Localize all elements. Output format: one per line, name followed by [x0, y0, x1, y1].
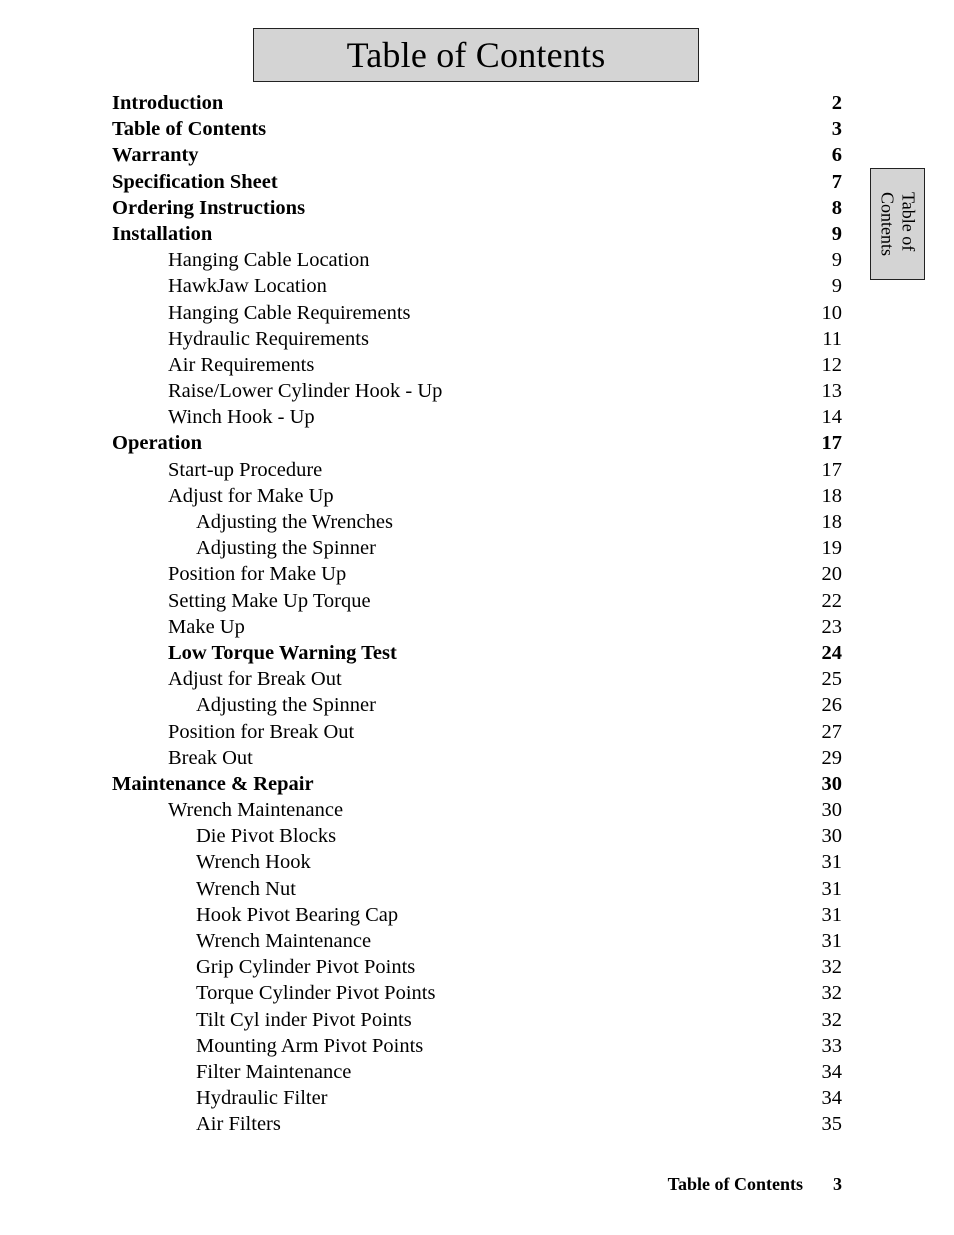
- toc-entry-page: 34: [821, 1060, 842, 1083]
- toc-entry[interactable]: [112, 90, 842, 116]
- toc-entry-label: Position for Break Out: [168, 720, 355, 743]
- footer-page-number: 3: [833, 1174, 842, 1194]
- toc-entry[interactable]: [112, 1085, 842, 1111]
- toc-entry-page: 31: [821, 851, 842, 874]
- toc-entry-page: 7: [831, 170, 842, 193]
- toc-entry-label: Grip Cylinder Pivot Points: [196, 956, 416, 979]
- toc-entry-page: 2: [831, 92, 842, 114]
- toc-entry[interactable]: [112, 509, 842, 535]
- toc-entry-page: 34: [821, 1087, 842, 1110]
- toc-entry[interactable]: [112, 1007, 842, 1033]
- toc-entry-label: Adjusting the Spinner: [196, 694, 376, 717]
- toc-entry-label: Torque Cylinder Pivot Points: [196, 982, 436, 1005]
- toc-entry-label: Operation: [112, 432, 202, 455]
- toc-entry[interactable]: [112, 745, 842, 771]
- side-tab-label: Table of Contents: [877, 191, 919, 256]
- toc-entry-page: 10: [821, 301, 842, 324]
- toc-entry-page: 32: [821, 956, 842, 979]
- toc-entry-page: 30: [821, 825, 842, 848]
- toc-entry[interactable]: [112, 430, 842, 456]
- toc-entry[interactable]: [112, 980, 842, 1006]
- toc-entry-page: 18: [821, 484, 842, 507]
- toc-entry[interactable]: [112, 300, 842, 326]
- toc-entry[interactable]: [112, 614, 842, 640]
- toc-entry-label: Specification Sheet: [112, 170, 278, 193]
- toc-entry[interactable]: [112, 849, 842, 875]
- toc-entry-page: 31: [821, 903, 842, 926]
- toc-entry-label: Hydraulic Requirements: [168, 327, 369, 350]
- toc-entry-label: Hanging Cable Requirements: [168, 301, 411, 324]
- toc-entry-label: HawkJaw Location: [168, 275, 327, 298]
- toc-entry-label: Hanging Cable Location: [168, 249, 370, 272]
- toc-entry-page: 32: [821, 982, 842, 1005]
- toc-entry[interactable]: [112, 169, 842, 195]
- page-title-box: [253, 28, 699, 82]
- toc-entry-label: Installation: [112, 222, 213, 245]
- toc-entry[interactable]: [112, 640, 842, 666]
- toc-entry-page: 17: [821, 432, 842, 455]
- toc-entry-label: Hook Pivot Bearing Cap: [196, 903, 399, 926]
- toc-entry-label: Ordering Instructions: [112, 196, 306, 219]
- page-title: Table of Contents: [346, 35, 606, 75]
- toc-entry-label: Break Out: [168, 746, 253, 769]
- toc-entry-page: 22: [821, 589, 842, 612]
- toc-entry[interactable]: [112, 719, 842, 745]
- toc-entry[interactable]: [112, 352, 842, 378]
- toc-entry[interactable]: [112, 954, 842, 980]
- toc-entry-label: Maintenance & Repair: [112, 772, 314, 795]
- toc-entry-label: Position for Make Up: [168, 563, 347, 586]
- toc-entry-label: Wrench Hook: [196, 851, 311, 874]
- toc-entry-page: 20: [821, 563, 842, 586]
- toc-entry-label: Hydraulic Filter: [196, 1087, 328, 1110]
- toc-entry-label: Wrench Nut: [196, 877, 296, 900]
- toc-entry[interactable]: [112, 692, 842, 718]
- toc-entry-label: Make Up: [168, 615, 245, 638]
- toc-entry-page: 6: [831, 144, 842, 167]
- toc-entry-page: 9: [831, 275, 842, 298]
- toc-entry[interactable]: [112, 326, 842, 352]
- toc-entry-label: Air Filters: [196, 1113, 281, 1136]
- toc-entry-label: Adjust for Break Out: [168, 668, 342, 691]
- toc-entry-label: Adjust for Make Up: [168, 484, 334, 507]
- section-side-tab[interactable]: [870, 168, 925, 280]
- toc-entry-page: 3: [831, 118, 842, 141]
- table-of-contents-list: [112, 90, 842, 1138]
- toc-entry-label: Air Requirements: [168, 353, 315, 376]
- toc-entry-page: 26: [821, 694, 842, 717]
- toc-entry[interactable]: [112, 378, 842, 404]
- toc-entry-page: 24: [821, 641, 842, 664]
- toc-entry[interactable]: [112, 535, 842, 561]
- toc-entry-label: Raise/Lower Cylinder Hook - Up: [168, 380, 443, 403]
- toc-entry-page: 23: [821, 615, 842, 638]
- footer-section-title: Table of Contents: [667, 1174, 803, 1194]
- toc-entry-page: 30: [821, 772, 842, 795]
- toc-entry-label: Adjusting the Wrenches: [196, 511, 393, 533]
- toc-entry-label: Wrench Maintenance: [168, 799, 344, 822]
- page-footer: [668, 1174, 842, 1195]
- toc-entry-label: Start-up Procedure: [168, 458, 323, 481]
- toc-entry-label: Introduction: [112, 92, 224, 114]
- toc-entry-page: 31: [821, 877, 842, 900]
- toc-entry-label: Filter Maintenance: [196, 1060, 352, 1083]
- toc-entry-label: Mounting Arm Pivot Points: [196, 1034, 424, 1057]
- toc-entry[interactable]: [112, 116, 842, 142]
- toc-entry-page: 31: [821, 930, 842, 952]
- toc-entry-label: Warranty: [112, 144, 199, 167]
- toc-entry[interactable]: [112, 561, 842, 587]
- toc-entry-label: Low Torque Warning Test: [168, 641, 397, 664]
- toc-entry-label: Winch Hook - Up: [168, 406, 315, 429]
- toc-entry-page: 30: [821, 799, 842, 822]
- toc-entry-page: 9: [831, 249, 842, 272]
- toc-entry-page: 35: [821, 1113, 842, 1136]
- toc-entry[interactable]: [112, 876, 842, 902]
- toc-entry-label: Wrench Maintenance: [196, 930, 372, 952]
- toc-entry[interactable]: [112, 1033, 842, 1059]
- toc-entry-page: 9: [831, 222, 842, 245]
- toc-entry-label: Setting Make Up Torque: [168, 589, 371, 612]
- toc-entry-page: 14: [821, 406, 842, 429]
- toc-entry-page: 32: [821, 1008, 842, 1031]
- toc-entry[interactable]: [112, 273, 842, 299]
- toc-entry-label: Adjusting the Spinner: [196, 537, 376, 560]
- toc-entry[interactable]: [112, 797, 842, 823]
- toc-entry[interactable]: [112, 771, 842, 797]
- toc-entry-page: 17: [821, 458, 842, 481]
- toc-entry[interactable]: [112, 195, 842, 221]
- toc-entry[interactable]: [112, 221, 842, 247]
- toc-entry[interactable]: [112, 404, 842, 430]
- toc-entry[interactable]: [112, 902, 842, 928]
- toc-entry[interactable]: [112, 1111, 842, 1137]
- toc-entry-page: 19: [821, 537, 842, 560]
- toc-entry[interactable]: [112, 823, 842, 849]
- toc-entry-page: 12: [821, 353, 842, 376]
- toc-entry-label: Tilt Cyl inder Pivot Points: [196, 1008, 412, 1031]
- toc-entry[interactable]: [112, 483, 842, 509]
- toc-entry-page: 18: [821, 511, 842, 533]
- toc-entry-page: 27: [821, 720, 842, 743]
- toc-entry-page: 25: [821, 668, 842, 691]
- toc-entry[interactable]: [112, 1059, 842, 1085]
- toc-entry-page: 11: [822, 327, 842, 350]
- toc-entry[interactable]: [112, 457, 842, 483]
- toc-entry-label: Die Pivot Blocks: [196, 825, 337, 848]
- toc-entry[interactable]: [112, 666, 842, 692]
- toc-entry-page: 33: [821, 1034, 842, 1057]
- toc-entry-page: 29: [821, 746, 842, 769]
- toc-entry[interactable]: [112, 588, 842, 614]
- toc-entry[interactable]: [112, 142, 842, 168]
- toc-entry-page: 13: [821, 380, 842, 403]
- toc-entry-page: 8: [831, 196, 842, 219]
- toc-entry-label: Table of Contents: [112, 118, 267, 141]
- toc-entry[interactable]: [112, 928, 842, 954]
- toc-entry[interactable]: [112, 247, 842, 273]
